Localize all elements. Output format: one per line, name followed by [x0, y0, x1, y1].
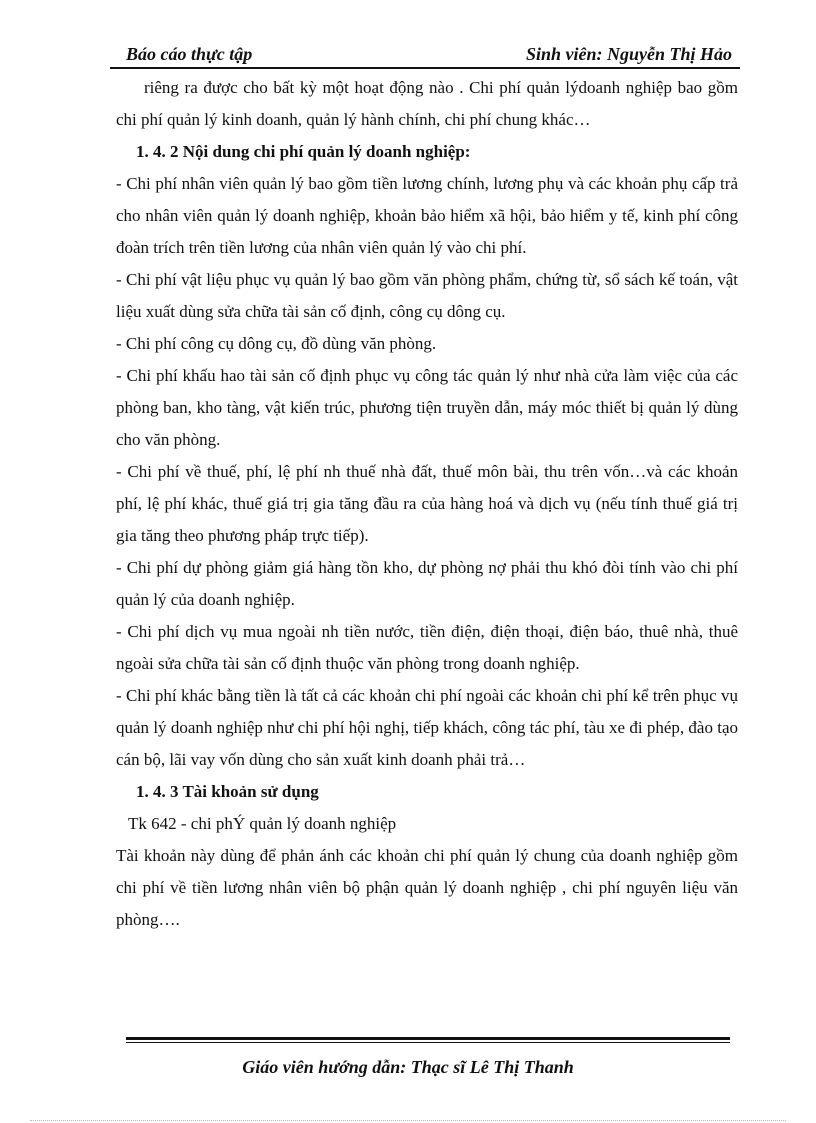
bullet-item: - Chi phí khấu hao tài sản cố định phục vụ công tác quản lý như nhà cửa làm việc của các phòng ban, kho tàng, vật kiến trúc, phương tiện truyền dẫn, máy móc thiết bị quản lý dùng cho văn phòng.	[116, 366, 738, 449]
account-description: Tài khoản này dùng để phản ánh các khoản chi phí quản lý chung của doanh nghiệp gồm chi phí về tiền lương nhân viên bộ phận quản lý doanh nghiệp , chi phí nguyên liệu văn phòng….	[116, 846, 738, 929]
bullet-item: - Chi phí dự phòng giảm giá hàng tồn kho, dự phòng nợ phải thu khó đòi tính vào chi phí quản lý của doanh nghiệp.	[116, 558, 738, 609]
bullet-item: - Chi phí dịch vụ mua ngoài nh tiền nước, tiền điện, điện thoại, điện báo, thuê nhà, thuê ngoài sửa chữa tài sản cố định thuộc văn phòng trong doanh nghiệp.	[116, 622, 738, 673]
bullet-item: - Chi phí công cụ dông cụ, đồ dùng văn phòng.	[116, 334, 437, 353]
bullet-item: - Chi phí nhân viên quản lý bao gồm tiền lương chính, lương phụ và các khoản phụ cấp trả cho nhân viên quản lý doanh nghiệp, khoản bảo hiểm xã hội, bảo hiểm y tế, kinh phí công đoàn trích trên tiền lương của nhân viên quản lý vào chi phí.	[116, 174, 738, 257]
page-bottom-border	[30, 1120, 786, 1121]
intro-paragraph: riêng ra được cho bất kỳ một hoạt động nào . Chi phí quản lýdoanh nghiệp bao gồm chi phí quản lý kinh doanh, quản lý hành chính, chi phí chung khác…	[116, 78, 738, 129]
page-footer: Giáo viên hướng dẫn: Thạc sĩ Lê Thị Thanh	[242, 1057, 574, 1077]
header-divider	[110, 67, 740, 69]
section-heading-1-4-3: 1. 4. 3 Tài khoản sử dụng	[136, 782, 319, 801]
footer-divider-thick	[126, 1037, 730, 1040]
bullet-item: - Chi phí khác bằng tiền là tất cả các khoản chi phí ngoài các khoản chi phí kể trên phục vụ quản lý doanh nghiệp như chi phí hội nghị, tiếp khách, công tác phí, tàu xe đi phép, đào tạo cán bộ, lãi vay vốn dùng cho sản xuất kinh doanh phải trả…	[116, 686, 738, 769]
report-title: Báo cáo thực tập	[126, 44, 253, 64]
page-header	[110, 44, 740, 68]
footer-divider-thin	[126, 1042, 730, 1043]
bullet-item: - Chi phí vật liệu phục vụ quản lý bao gồm văn phòng phẩm, chứng từ, sổ sách kế toán, vật liệu xuất dùng sửa chữa tài sản cố định, công cụ dông cụ.	[116, 270, 738, 321]
student-name: Sinh viên: Nguyễn Thị Hảo	[525, 44, 732, 64]
bullet-item: - Chi phí về thuế, phí, lệ phí nh thuế nhà đất, thuế môn bài, thu trên vốn…và các khoản phí, lệ phí khác, thuế giá trị gia tăng đầu ra của hàng hoá và dịch vụ (nếu tính thuế giá trị gia tăng theo phương pháp trực tiếp).	[116, 462, 738, 545]
document-body	[116, 72, 738, 936]
section-heading-1-4-2: 1. 4. 2 Nội dung chi phí quản lý doanh nghiệp:	[136, 142, 471, 161]
account-line: Tk 642 - chi phÝ quản lý doanh nghiệp	[128, 814, 397, 833]
